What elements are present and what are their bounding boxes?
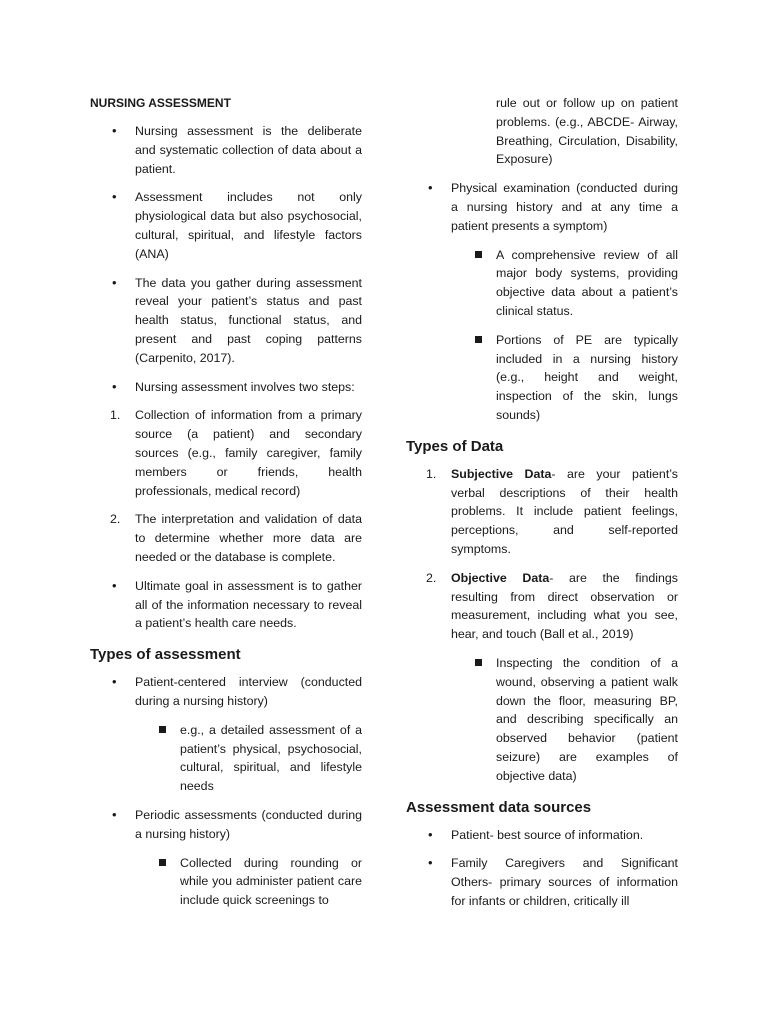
section-heading-assessment-data-sources: Assessment data sources [406, 798, 592, 816]
document-title: NURSING ASSESSMENT [90, 96, 231, 110]
sub-list-item-text: Inspecting the condition of a wound, observing a patient walk down the floor, measuring BP, and describing specifically an observed behavior (patient seizure) are examples of objective data) [496, 655, 678, 783]
list-item-text: Nursing assessment involves two steps: [135, 379, 355, 394]
bullet-icon: • [112, 274, 117, 290]
numbered-item [90, 510, 362, 566]
list-item [90, 673, 362, 711]
term-label: Objective Data [451, 570, 550, 585]
list-item-text: The data you gather during assessment reveal your patient’s status and past health status, functional status, and present and past coping patterns (Carpenito, 2017). [135, 275, 362, 365]
list-item [90, 274, 362, 368]
numbered-item [406, 465, 678, 559]
section-heading-types-of-assessment: Types of assessment [90, 646, 241, 664]
list-number: 1. [426, 466, 437, 481]
numbered-item [90, 406, 362, 500]
bullet-icon: • [112, 378, 117, 394]
bullet-icon: • [112, 189, 117, 205]
bullet-icon: • [112, 806, 117, 822]
right-column [406, 94, 678, 921]
list-item-text: Patient- best source of information. [451, 827, 644, 842]
sub-list-item [406, 654, 678, 786]
bullet-icon: • [112, 123, 117, 138]
sub-list-item [406, 331, 678, 425]
list-item [406, 854, 678, 910]
continued-text: rule out or follow up on patient problems. (e.g., ABCDE- Airway, Breathing, Circulation, Disability, Exposure) [496, 96, 678, 167]
square-bullet-icon [475, 659, 482, 666]
list-item-text: Patient-centered interview (conducted during a nursing history) [135, 675, 362, 708]
sub-list-item-text: Portions of PE are typically included in a nursing history (e.g., height and weight, inspection of the skin, lungs sounds) [496, 332, 678, 422]
sub-list-item [406, 246, 678, 321]
list-number: 2. [110, 512, 121, 527]
list-item [90, 122, 362, 178]
sub-list-item-text: A comprehensive review of all major body systems, providing objective data about a patient’s clinical status. [496, 247, 678, 318]
list-item [90, 188, 362, 263]
list-item-text: Nursing assessment is the deliberate and systematic collection of data about a patient. [135, 124, 362, 176]
list-item-text: Assessment includes not only physiological data but also psychosocial, cultural, spiritual, and lifestyle factors (ANA) [135, 190, 362, 261]
list-item [406, 826, 678, 845]
section-heading-types-of-data: Types of Data [406, 437, 504, 455]
bullet-icon: • [112, 674, 117, 690]
list-item [406, 179, 678, 235]
list-item [90, 806, 362, 844]
list-number: 1. [110, 408, 121, 423]
term-label: Subjective Data [451, 466, 552, 481]
list-item-text: Physical examination (conducted during a nursing history and at any time a patient presents a symptom) [451, 181, 678, 233]
square-bullet-icon [475, 336, 482, 343]
square-bullet-icon [159, 859, 166, 866]
numbered-item-text: Collection of information from a primary source (a patient) and secondary sources (e.g., family caregiver, family members or friends, health professionals, medical record) [135, 408, 362, 498]
list-number: 2. [426, 570, 437, 585]
bullet-icon: • [428, 826, 433, 842]
term-definition: - are your patient’s verbal descriptions of their health problems. It include patient feelings, perceptions, and self-reported symptoms. [451, 466, 678, 556]
list-item [90, 378, 362, 397]
sub-list-item-text: Collected during rounding or while you administer patient care include quick screenings to [180, 855, 362, 908]
bullet-icon: • [428, 855, 433, 871]
list-item [90, 577, 362, 633]
square-bullet-icon [475, 251, 482, 258]
list-item-text: Ultimate goal in assessment is to gather all of the information necessary to reveal a patient’s health care needs. [135, 578, 362, 631]
list-item-text: Family Caregivers and Significant Others- primary sources of information for infants or children, critically ill [451, 856, 678, 908]
sub-list-item [90, 854, 362, 910]
left-column [90, 94, 362, 920]
term-definition: - are the findings resulting from direct observation or measurement, including what you see, hear, and touch (Ball et al., 2019) [451, 570, 678, 642]
square-bullet-icon [159, 726, 166, 733]
sub-list-item-text: e.g., a detailed assessment of a patient’s physical, psychosocial, cultural, spiritual, and lifestyle needs [180, 722, 362, 794]
bullet-icon: • [112, 577, 117, 593]
list-item-text: Periodic assessments (conducted during a nursing history) [135, 807, 362, 841]
bullet-icon: • [428, 180, 433, 196]
sub-list-item [90, 721, 362, 796]
numbered-item [406, 569, 678, 644]
numbered-item-text: The interpretation and validation of data to determine whether more data are needed or the database is complete. [135, 512, 362, 564]
